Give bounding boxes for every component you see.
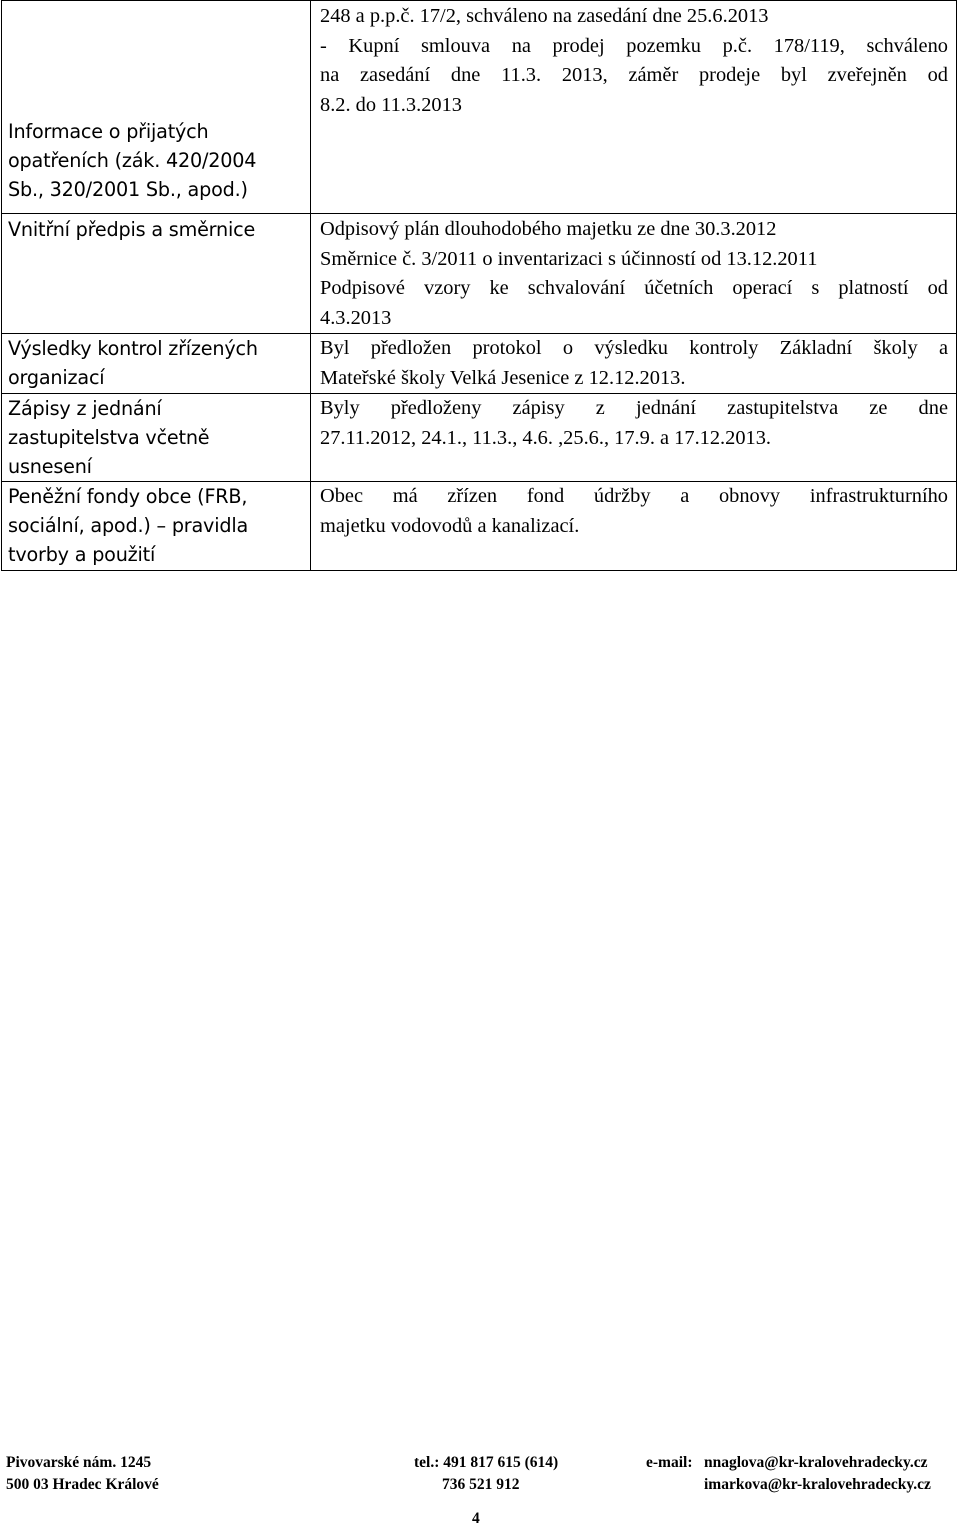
row-label-line: Zápisy z jednání: [8, 397, 162, 420]
row-value-line: Odpisový plán dlouhodobého majetku ze dne 30.3.2012: [320, 218, 777, 240]
footer-email: imarkova@kr-kralovehradecky.cz: [704, 1476, 931, 1493]
row-label-line: tvorby a použití: [8, 543, 156, 566]
row-value-line: na zasedání dne 11.3. 2013, záměr prodeje byl zveřejněn od: [320, 64, 948, 86]
table-row: [2, 1, 957, 214]
table-row: [2, 394, 957, 482]
row-value-cell: [311, 1, 957, 214]
row-value-line: Mateřské školy Velká Jesenice z 12.12.2013.: [320, 366, 686, 389]
row-label-cell: [2, 214, 311, 334]
row-value-cell: [311, 394, 957, 482]
row-label-line: Peněžní fondy obce (FRB,: [8, 485, 248, 508]
row-value-line: 248 a p.p.č. 17/2, schváleno na zasedání dne 25.6.2013: [320, 5, 769, 27]
row-value-line: 4.3.2013: [320, 306, 392, 329]
table-row: [2, 214, 957, 334]
row-value-line: Byly předloženy zápisy z jednání zastupitelstva ze dne: [320, 397, 948, 419]
row-label-line: Vnitřní předpis a směrnice: [8, 218, 256, 241]
row-label-line: [8, 88, 304, 117]
row-label-line: sociální, apod.) – pravidla: [8, 514, 249, 537]
row-value-line: 27.11.2012, 24.1., 11.3., 4.6. ,25.6., 17.9. a 17.12.2013.: [320, 426, 772, 449]
row-value-cell: [311, 214, 957, 334]
footer-address-line: Pivovarské nám. 1245: [6, 1454, 152, 1471]
row-value-line: 8.2. do 11.3.2013: [320, 93, 462, 116]
table-row: [2, 482, 957, 571]
row-label-line: Informace o přijatých: [8, 120, 209, 143]
row-label-line: [8, 1, 304, 30]
row-label-line: usnesení: [8, 455, 92, 478]
footer-phone: tel.: 491 817 615 (614): [414, 1454, 559, 1471]
table-row: [2, 334, 957, 394]
row-label-cell: [2, 334, 311, 394]
audit-table: [1, 0, 957, 571]
row-label-line: opatřeních (zák. 420/2004: [8, 149, 257, 172]
row-label-cell: [2, 1, 311, 214]
row-value-line: Podpisové vzory ke schvalování účetních operací s platností od: [320, 277, 948, 299]
footer-phone: 736 521 912: [442, 1476, 520, 1493]
row-label-line: Výsledky kontrol zřízených: [8, 337, 258, 360]
row-value-line: - Kupní smlouva na prodej pozemku p.č. 178/119, schváleno: [320, 34, 948, 57]
row-label-line: [8, 59, 304, 88]
row-label-line: zastupitelstva včetně: [8, 426, 210, 449]
row-label-cell: [2, 394, 311, 482]
row-value-line: Byl předložen protokol o výsledku kontroly Základní školy a: [320, 337, 948, 359]
row-value-cell: [311, 334, 957, 394]
footer-address-line: 500 03 Hradec Králové: [6, 1476, 159, 1493]
page-number: 4: [472, 1510, 480, 1527]
row-value-line: Obec má zřízen fond údržby a obnovy infrastrukturního: [320, 485, 948, 507]
row-value-line: Směrnice č. 3/2011 o inventarizaci s účinností od 13.12.2011: [320, 247, 818, 270]
footer-email-label: e-mail:: [646, 1454, 693, 1471]
row-label-cell: [2, 482, 311, 571]
row-label-line: Sb., 320/2001 Sb., apod.): [8, 178, 248, 201]
row-label-line: [8, 30, 304, 59]
row-value-cell: [311, 482, 957, 571]
row-value-line: majetku vodovodů a kanalizací.: [320, 514, 580, 537]
footer-email: nnaglova@kr-kralovehradecky.cz: [704, 1454, 928, 1471]
row-label-line: organizací: [8, 366, 105, 389]
